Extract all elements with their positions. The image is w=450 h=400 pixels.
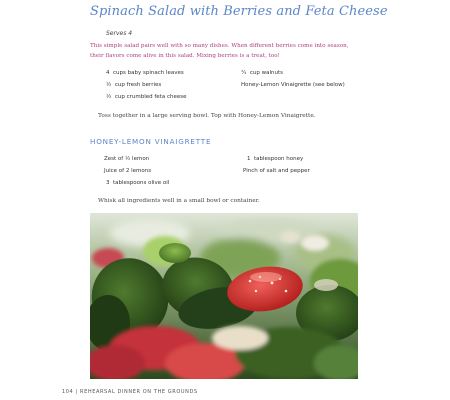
ingredient-item (104, 168, 151, 174)
ingredient-item (106, 82, 161, 88)
page-footer: 104 | REHEARSAL DINNER ON THE GROUNDS (62, 389, 198, 395)
ingredient-item (243, 168, 310, 174)
recipe-intro: This simple salad pairs well with so many dishes. When different berries come into season, their flavors come alive in this salad. Mixing berries is a treat, too! (90, 43, 349, 59)
ingredient-item (104, 156, 149, 162)
vinaigrette-ingredients-left (104, 156, 224, 192)
ingredient-item (106, 180, 169, 186)
ingredient-item (247, 156, 303, 162)
ingredient-qty: ½ (106, 82, 112, 88)
salad-photo (90, 213, 358, 379)
recipe-title: Spinach Salad with Berries and Feta Cheese (90, 4, 388, 19)
vinaigrette-instruction: Whisk all ingredients well in a small bowl or container. (98, 198, 260, 204)
ingredient-text: tablespoon honey (254, 156, 304, 162)
salad-ingredients-right (241, 70, 366, 100)
ingredient-item (106, 94, 187, 100)
ingredient-text: cups baby spinach leaves (113, 70, 184, 76)
ingredient-text: tablespoons olive oil (113, 180, 170, 186)
ingredient-text: Zest of ½ lemon (104, 156, 150, 162)
ingredient-item (241, 70, 283, 76)
ingredient-qty: 1 (247, 156, 251, 162)
ingredient-text: cup crumbled feta cheese (114, 94, 187, 100)
recipe-instruction: Toss together in a large serving bowl. Top with Honey-Lemon Vinaigrette. (98, 113, 316, 119)
ingredient-text: Honey-Lemon Vinaigrette (see below) (241, 82, 345, 88)
ingredient-item (106, 70, 184, 76)
salad-ingredients-left (106, 70, 236, 110)
ingredient-qty: 3 (106, 180, 110, 186)
ingredient-qty: ½ (106, 94, 112, 100)
ingredient-qty: 4 (106, 70, 110, 76)
vinaigrette-heading: HONEY-LEMON VINAIGRETTE (90, 137, 212, 146)
ingredient-item (241, 82, 345, 88)
ingredient-text: cup fresh berries (114, 82, 162, 88)
ingredient-text: Juice of 2 lemons (104, 168, 152, 174)
vinaigrette-ingredients-right (243, 156, 363, 180)
ingredient-text: cup walnuts (249, 70, 283, 76)
ingredient-text: Pinch of salt and pepper (243, 168, 310, 174)
salad-photo-illustration (90, 213, 358, 379)
ingredient-qty: ¼ (241, 70, 247, 76)
recipe-serves: Serves 4 (106, 30, 133, 37)
